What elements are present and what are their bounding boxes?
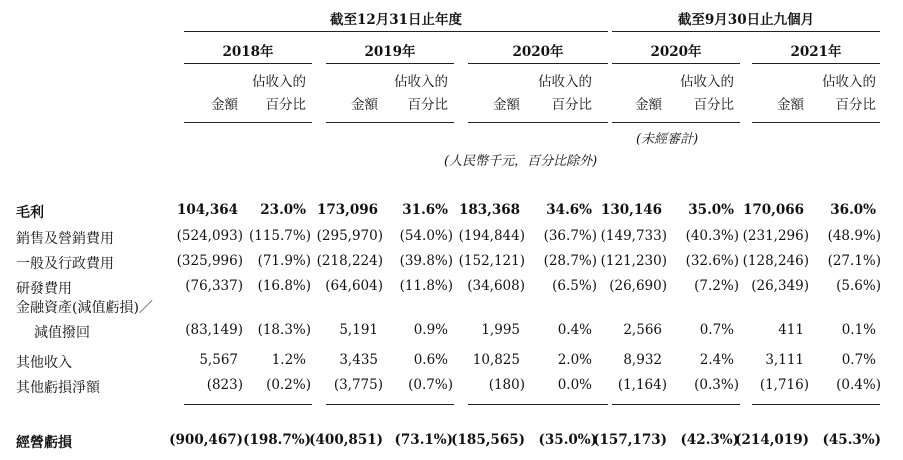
cell-amount: (218,224): [316, 253, 383, 269]
cell-amount: (194,844): [458, 228, 525, 244]
pct-header-line1: 佔收入的: [394, 74, 448, 90]
cell-percent: 0.1%: [841, 322, 876, 338]
cell-percent: (39.8%): [399, 253, 453, 269]
cell-percent: (54.0%): [399, 228, 453, 244]
row-label: 毛利: [16, 205, 44, 221]
cell-amount: (3,775): [333, 377, 383, 393]
divider: [184, 122, 312, 123]
cell-amount: (152,121): [458, 253, 525, 269]
cell-amount: (128,246): [742, 253, 809, 269]
divider: [184, 31, 608, 32]
cell-amount: (180): [488, 377, 525, 393]
cell-percent: (36.7%): [543, 228, 597, 244]
cell-percent: 0.7%: [699, 322, 734, 338]
cell-amount: (83,149): [185, 322, 243, 338]
row-label: 其他收入: [16, 355, 72, 371]
cell-percent: (115.7%): [248, 228, 311, 244]
divider: [326, 122, 454, 123]
cell-percent: (32.6%): [685, 253, 739, 269]
cell-amount: 130,146: [600, 202, 662, 218]
cell-amount: 8,932: [623, 352, 662, 368]
divider: [612, 63, 740, 64]
cell-percent: 0.7%: [841, 352, 876, 368]
cell-percent: (40.3%): [685, 228, 739, 244]
cell-percent: (18.3%): [257, 322, 311, 338]
amount-header: 金額: [351, 97, 378, 113]
cell-percent: (42.3%): [680, 432, 739, 448]
row-label: 經營虧損: [16, 435, 72, 451]
row-label: 銷售及營銷費用: [16, 231, 114, 247]
divider: [752, 122, 880, 123]
cell-amount: 10,825: [472, 352, 520, 368]
cell-amount: (64,604): [325, 278, 383, 294]
divider: [326, 63, 454, 64]
cell-percent: (198.7%): [243, 432, 311, 448]
cell-percent: 31.6%: [402, 202, 448, 218]
cell-amount: (1,716): [759, 377, 809, 393]
row-label: 研發費用: [16, 281, 72, 297]
cell-percent: 34.6%: [546, 202, 592, 218]
cell-amount: (26,349): [751, 278, 809, 294]
cell-percent: (11.8%): [399, 278, 453, 294]
cell-percent: 0.9%: [413, 322, 448, 338]
row-label-continued: 減值撥回: [34, 325, 90, 341]
cell-amount: (76,337): [185, 278, 243, 294]
divider: [468, 122, 608, 123]
cell-amount: (524,093): [176, 228, 243, 244]
cell-amount: (185,565): [451, 432, 525, 448]
cell-amount: 173,096: [316, 202, 378, 218]
cell-amount: (214,019): [735, 432, 809, 448]
cell-percent: 0.0%: [557, 377, 592, 393]
cell-amount: (26,690): [609, 278, 667, 294]
cell-amount: (1,164): [617, 377, 667, 393]
cell-percent: (45.3%): [822, 432, 881, 448]
divider: [612, 404, 740, 405]
divider: [468, 404, 608, 405]
cell-percent: 2.4%: [699, 352, 734, 368]
pct-header-line1: 佔收入的: [538, 74, 592, 90]
row-label: 金融資產(減值虧損)／: [16, 300, 153, 316]
pct-header-line2: 百分比: [265, 97, 306, 113]
divider: [326, 404, 454, 405]
pct-header-line1: 佔收入的: [252, 74, 306, 90]
cell-amount: (400,851): [309, 432, 383, 448]
row-label: 其他虧損淨額: [16, 380, 100, 396]
divider: [752, 63, 880, 64]
cell-percent: (6.5%): [552, 278, 597, 294]
cell-percent: 0.4%: [557, 322, 592, 338]
cell-percent: (27.1%): [827, 253, 881, 269]
cell-percent: (73.1%): [394, 432, 453, 448]
row-label: 一般及行政費用: [16, 256, 114, 272]
cell-percent: 0.6%: [413, 352, 448, 368]
cell-amount: 3,111: [765, 352, 804, 368]
divider: [612, 31, 880, 32]
year-header: 2020年: [512, 44, 564, 60]
pct-header-line2: 百分比: [693, 97, 734, 113]
divider: [184, 404, 312, 405]
cell-percent: (28.7%): [543, 253, 597, 269]
cell-amount: (823): [206, 377, 243, 393]
cell-percent: (35.0%): [538, 432, 597, 448]
pct-header-line1: 佔收入的: [822, 74, 876, 90]
cell-percent: 35.0%: [688, 202, 734, 218]
amount-header: 金額: [777, 97, 804, 113]
cell-percent: (5.6%): [836, 278, 881, 294]
cell-percent: 1.2%: [271, 352, 306, 368]
year-header: 2021年: [790, 44, 842, 60]
cell-percent: 23.0%: [260, 202, 306, 218]
divider: [184, 63, 312, 64]
cell-percent: (0.7%): [408, 377, 453, 393]
cell-percent: (0.2%): [266, 377, 311, 393]
year-header: 2020年: [650, 44, 702, 60]
amount-header: 金額: [635, 97, 662, 113]
cell-amount: 1,995: [481, 322, 520, 338]
divider: [468, 63, 608, 64]
cell-percent: 36.0%: [830, 202, 876, 218]
pct-header-line2: 百分比: [551, 97, 592, 113]
cell-percent: (0.3%): [694, 377, 739, 393]
currency-note: (人民幣千元，百分比除外): [444, 154, 598, 169]
cell-amount: (900,467): [169, 432, 243, 448]
cell-amount: 104,364: [176, 202, 238, 218]
pct-header-line2: 百分比: [835, 97, 876, 113]
year-header: 2018年: [222, 44, 274, 60]
amount-header: 金額: [493, 97, 520, 113]
pct-header-line2: 百分比: [407, 97, 448, 113]
cell-amount: 5,191: [339, 322, 378, 338]
group-header-year-ended: 截至12月31日止年度: [329, 12, 463, 28]
cell-amount: (295,970): [316, 228, 383, 244]
pct-header-line1: 佔收入的: [680, 74, 734, 90]
cell-amount: 183,368: [458, 202, 520, 218]
cell-percent: (71.9%): [257, 253, 311, 269]
cell-amount: (231,296): [742, 228, 809, 244]
cell-percent: (16.8%): [257, 278, 311, 294]
cell-amount: 5,567: [199, 352, 238, 368]
cell-amount: (325,996): [176, 253, 243, 269]
amount-header: 金額: [211, 97, 238, 113]
cell-amount: (34,608): [467, 278, 525, 294]
unaudited-note: (未經審計): [636, 132, 699, 147]
cell-percent: (48.9%): [827, 228, 881, 244]
cell-percent: (7.2%): [694, 278, 739, 294]
cell-amount: 170,066: [742, 202, 804, 218]
cell-amount: (121,230): [600, 253, 667, 269]
year-header: 2019年: [364, 44, 416, 60]
cell-percent: 2.0%: [557, 352, 592, 368]
group-header-nine-months: 截至9月30日止九個月: [677, 12, 815, 28]
divider: [752, 404, 880, 405]
cell-amount: 2,566: [623, 322, 662, 338]
cell-amount: 411: [778, 322, 804, 338]
cell-amount: 3,435: [339, 352, 378, 368]
cell-percent: (0.4%): [836, 377, 881, 393]
cell-amount: (157,173): [593, 432, 667, 448]
cell-amount: (149,733): [600, 228, 667, 244]
divider: [612, 122, 740, 123]
